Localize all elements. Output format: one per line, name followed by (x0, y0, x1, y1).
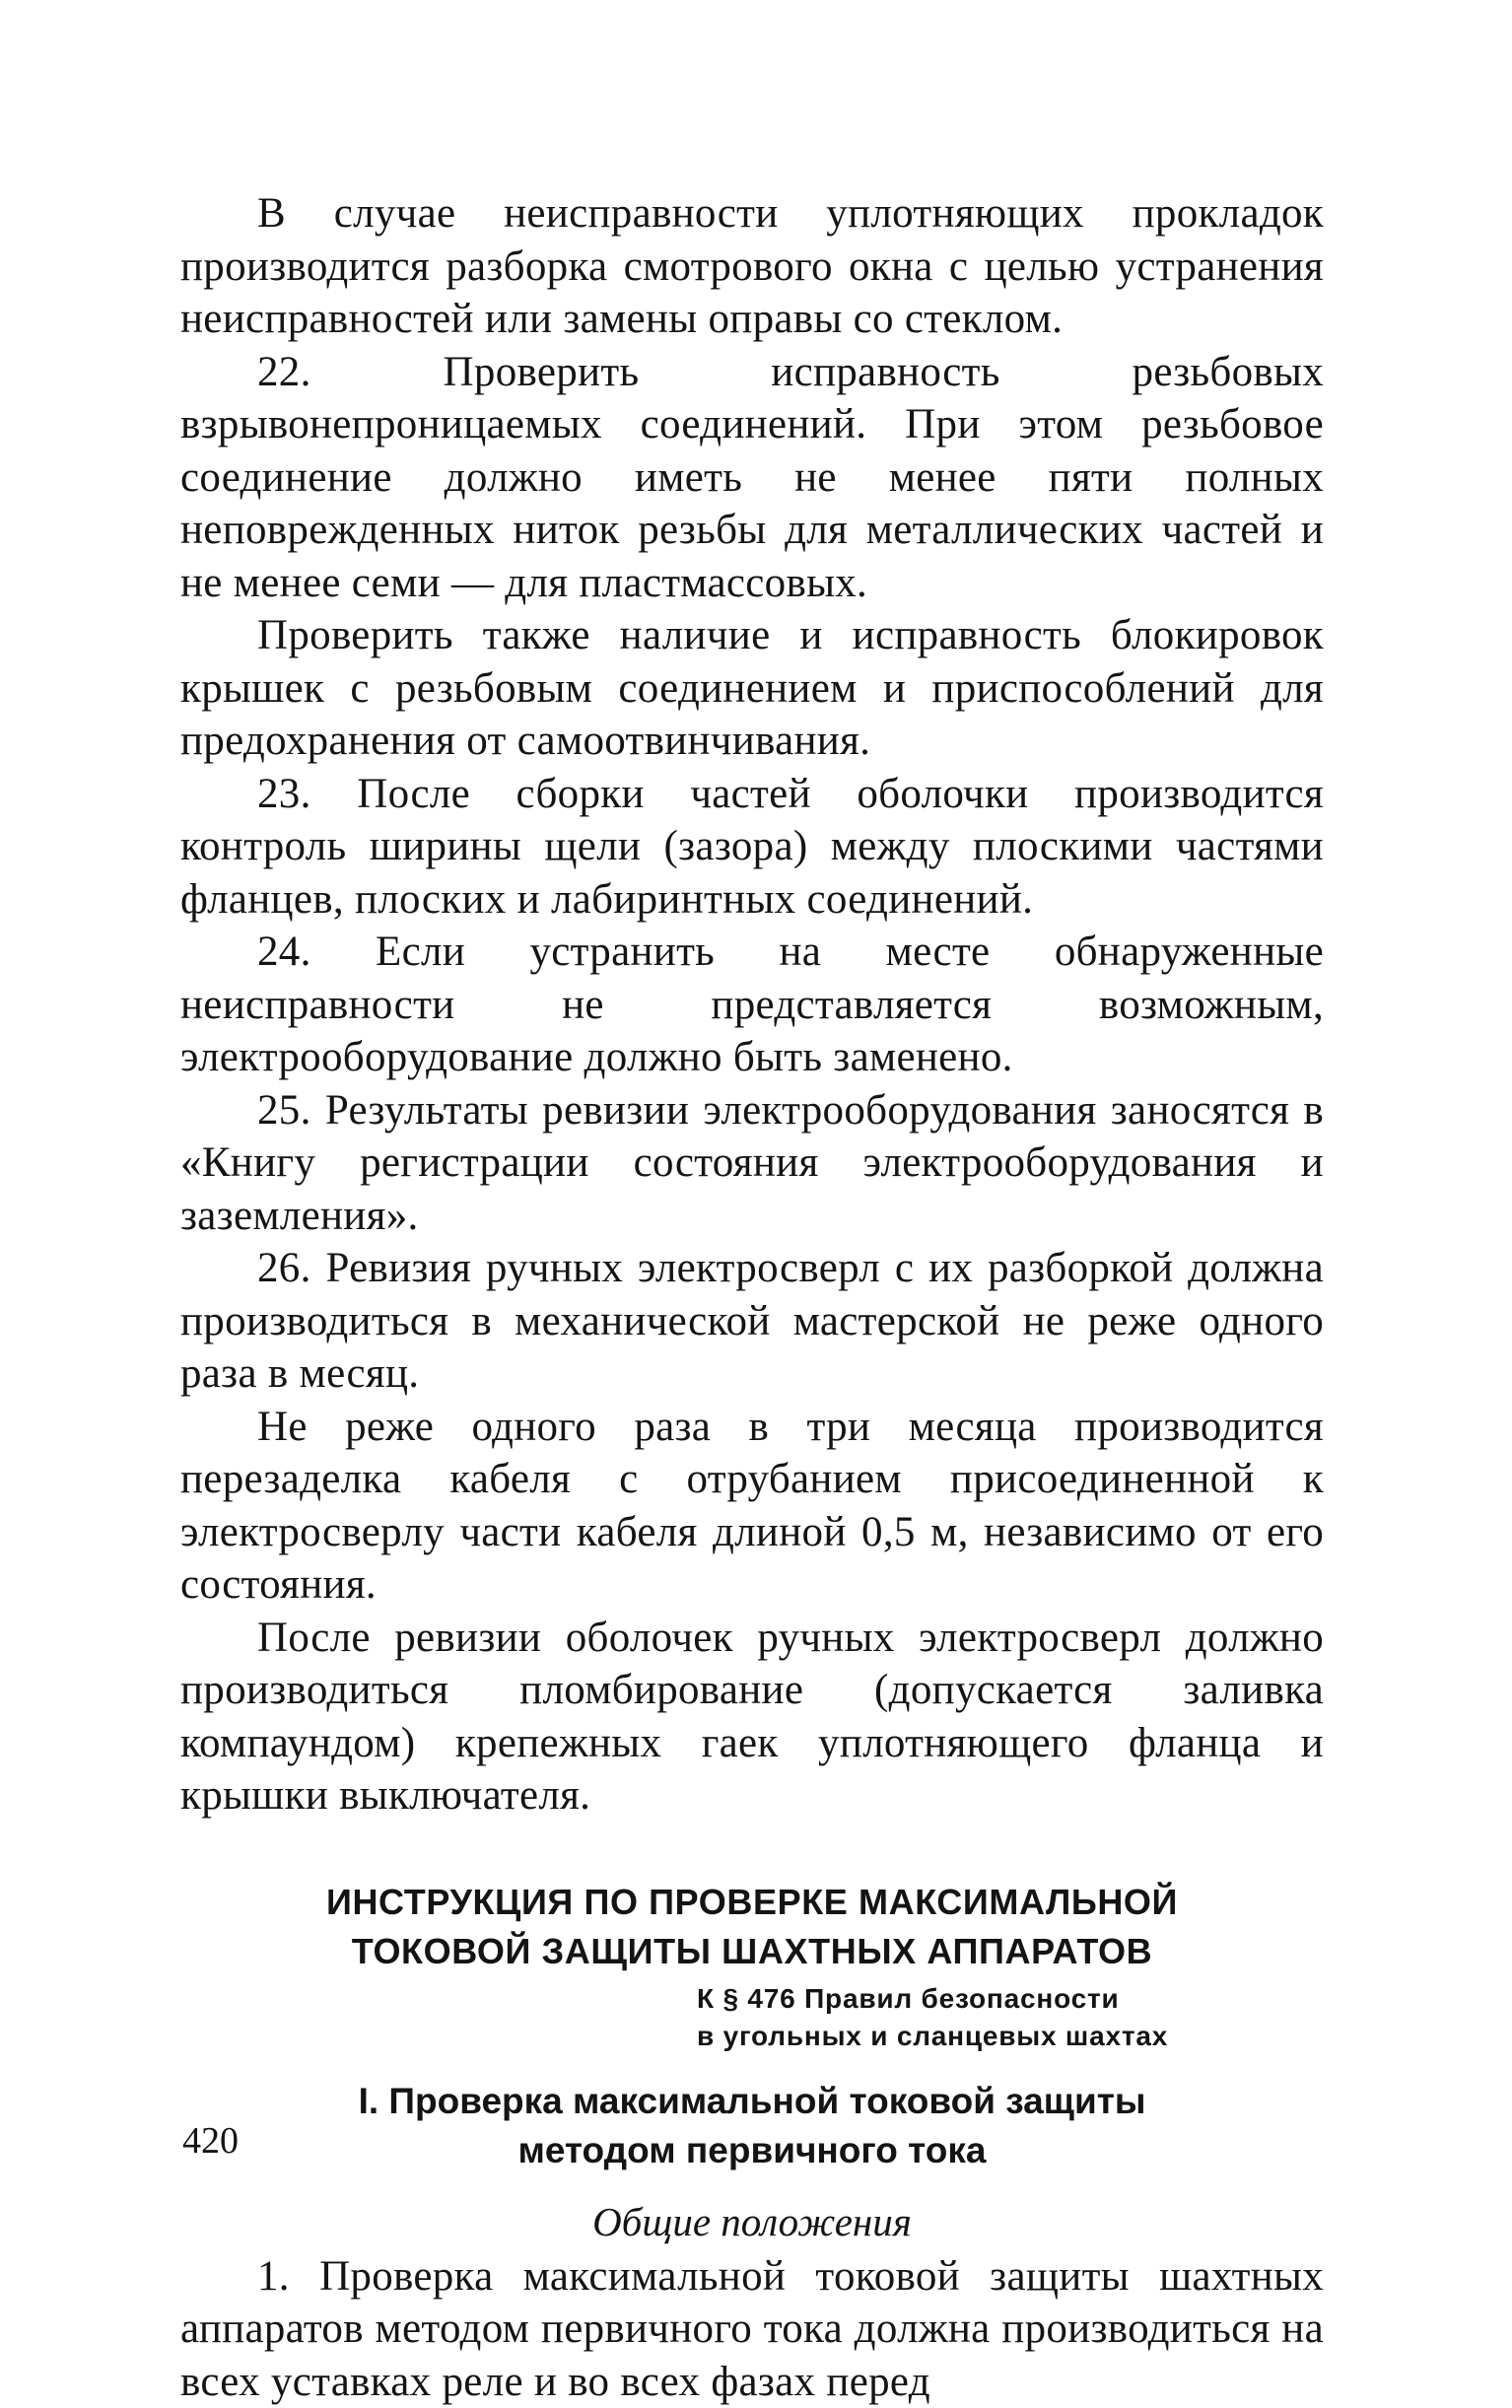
rule-reference (180, 1980, 1324, 2055)
rule-reference-line-1: К § 476 Правил безопасности (697, 1980, 1324, 2018)
rule-reference-line-2: в угольных и сланцевых шахтах (697, 2018, 1324, 2055)
section-title-line-2: ТОКОВОЙ ЗАЩИТЫ ШАХТНЫХ АППАРАТОВ (180, 1927, 1324, 1976)
general-provisions-title: Общие положения (180, 2197, 1324, 2246)
subsection-title-line-1: I. Проверка максимальной токовой защиты (180, 2077, 1324, 2126)
paragraph-item-1: 1. Проверка максимальной токовой защиты шахтных аппаратов методом первичного тока должна производиться на всех уставках реле и во всех фазах перед (180, 2250, 1324, 2408)
page-number: 420 (182, 2119, 239, 2163)
subsection-title-line-2: методом первичного тока (180, 2126, 1324, 2175)
paragraph-item-26: 26. Ревизия ручных электросверл с их разборкой должна производиться в механической мастерской не реже одного раза в месяц. (180, 1242, 1324, 1401)
paragraph-item-22: 22. Проверить исправность резьбовых взрывонепроницаемых соединений. При этом резьбовое соединение должно иметь не менее пяти полных неповрежденных ниток резьбы для металлических частей и не менее семи — для пластмассовых. (180, 346, 1324, 610)
section-title-line-1: ИНСТРУКЦИЯ ПО ПРОВЕРКЕ МАКСИМАЛЬНОЙ (180, 1878, 1324, 1927)
paragraph-item-23: 23. После сборки частей оболочки производится контроль ширины щели (зазора) между плоскими частями фланцев, плоских и лабиринтных соединений. (180, 768, 1324, 927)
page-content (180, 187, 1324, 2408)
paragraph-sealing: После ревизии оболочек ручных электросверл должно производиться пломбирование (допускается заливка компаундом) крепежных гаек уплотняющего фланца и крышки выключателя. (180, 1612, 1324, 1823)
paragraph-item-24: 24. Если устранить на месте обнаруженные неисправности не представляется возможным, электрооборудование должно быть заменено. (180, 926, 1324, 1084)
subsection-title (180, 2077, 1324, 2175)
paragraph-cable-rework: Не реже одного раза в три месяца производится перезаделка кабеля с отрубанием присоединенной к электросверлу части кабеля длиной 0,5 м, независимо от его состояния. (180, 1401, 1324, 1612)
paragraph-locks: Проверить также наличие и исправность блокировок крышек с резьбовым соединением и приспособлений для предохранения от самоотвинчивания. (180, 609, 1324, 768)
section-title (180, 1878, 1324, 1976)
paragraph-gasket-repair: В случае неисправности уплотняющих прокладок производится разборка смотрового окна с целью устранения неисправностей или замены оправы со стеклом. (180, 187, 1324, 346)
paragraph-item-25: 25. Результаты ревизии электрооборудования заносятся в «Книгу регистрации состояния электрооборудования и заземления». (180, 1084, 1324, 1243)
